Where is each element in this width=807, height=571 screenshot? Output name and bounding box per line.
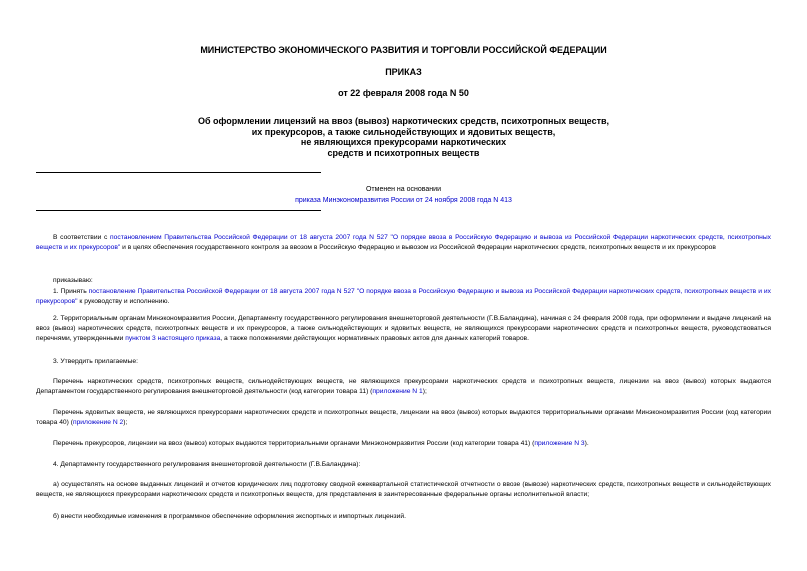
appendix-1-link[interactable]: приложение N 1: [372, 388, 423, 395]
appendix-3-link[interactable]: приложение N 3: [534, 440, 585, 447]
paragraph-item-4: 4. Департаменту государственного регулирования внешнеторговой деятельности (Г.В.Баландина):: [53, 461, 361, 468]
paragraph-text: );: [422, 388, 427, 395]
paragraph-item-2: [36, 314, 771, 344]
revocation-note-row: [36, 196, 771, 205]
paragraph-text: , а также положениями действующих нормативных правовых актов для данных категорий товаров.: [220, 335, 529, 342]
appendix-2-link[interactable]: приложение N 2: [72, 419, 124, 426]
divider-top: [36, 172, 321, 173]
paragraph-text: 1. Принять: [53, 288, 89, 295]
clause-3-link[interactable]: пунктом 3 настоящего приказа: [125, 335, 221, 342]
paragraph-basis: [36, 233, 771, 253]
revocation-link[interactable]: приказа Минэкономразвития России от 24 ноября 2008 года N 413: [295, 197, 512, 204]
paragraph-text: и в целях обеспечения государственного контроля за ввозом в Российскую Федерацию и вывозом из Российской Федерации наркотических средств, психотропных веществ и их прекурсоров: [120, 244, 716, 251]
paragraph-text: ).: [584, 440, 589, 447]
paragraph-order-word: приказываю:: [53, 277, 93, 284]
paragraph-item-1: [36, 287, 771, 307]
paragraph-text: 2. Территориальным органам Минэкономразвития России, Департаменту государственного регулирования внешнеторговой деятельности (Г.В.Баландина), начиная с 24 февраля 2008 года, при оформлении и выдаче лицензий на ввоз (вывоз) наркотических средств, психотропных веществ и их прекурсоров, а также сильнодействующих и ядовитых веществ, не являющихся прекурсорами наркотических средств и психотропных веществ, руководствоваться перечнями, утвержденными: [36, 315, 771, 342]
order-title: [0, 116, 807, 158]
order-date: от 22 февраля 2008 года N 50: [338, 88, 469, 98]
order-title-line: их прекурсоров, а также сильнодействующих и ядовитых веществ,: [251, 126, 556, 137]
paragraph-text: Перечень ядовитых веществ, не являющихся прекурсорами наркотических средств и психотропных веществ, лицензии на ввоз (вывоз) которых выдаются территориальными органами Минэкономразвития России (код категории товара 40) (: [36, 409, 771, 426]
paragraph-text: В соответствии с: [53, 234, 111, 241]
paragraph-item-4b: б) внести необходимые изменения в программное обеспечение оформления экспортных и импортных лицензий.: [53, 513, 406, 520]
order-title-line: не являющихся прекурсорами наркотических: [300, 137, 507, 147]
paragraph-text: Перечень наркотических средств, психотропных веществ, сильнодействующих веществ, не являющихся прекурсорами наркотических средств и психотропных веществ, лицензии на ввоз (вывоз) которых выдаются Департаментом государственного регулирования внешнеторговой деятельности (код категории товара 11) (: [36, 378, 771, 395]
paragraph-list-2: [36, 408, 771, 428]
paragraph-list-1: [36, 377, 771, 397]
paragraph-list-3: [36, 439, 771, 449]
order-type: ПРИКАЗ: [385, 67, 422, 77]
order-title-line: средств и психотропных веществ: [327, 147, 480, 158]
revocation-note: Отменен на основании: [365, 186, 441, 193]
order-title-line: Об оформлении лицензий на ввоз (вывоз) наркотических средств, психотропных веществ,: [197, 116, 610, 126]
divider-bottom: [36, 210, 321, 211]
ministry-name: МИНИСТЕРСТВО ЭКОНОМИЧЕСКОГО РАЗВИТИЯ И ТОРГОВЛИ РОССИЙСКОЙ ФЕДЕРАЦИИ: [200, 45, 607, 55]
paragraph-text: к руководству и исполнению.: [77, 298, 170, 305]
paragraph-item-4a: а) осуществлять на основе выданных лицензий и отчетов юридических лиц подготовку сводной ежеквартальной статистической отчетности о ввозе (вывозе) наркотических средств, психотропных веществ и сильнодействующих веществ, не являющихся прекурсорами наркотических средств и психотропных веществ, для представления в заинтересованные федеральные органы исполнительной власти;: [36, 481, 771, 498]
government-decree-link[interactable]: постановлением Правительства Российской Федерации от 18 августа 2007 года N 527 "О порядке ввоза в Российскую Федерацию и вывоза из Российской Федерации наркотических средств, психотропных веществ и их прекурсоров": [36, 234, 771, 251]
government-decree-link[interactable]: постановление Правительства Российской Федерации от 18 августа 2007 года N 527 "О порядке ввоза в Российскую Федерацию и вывоза из Российской Федерации наркотических средств, психотропных веществ и их прекурсоров": [36, 288, 771, 305]
paragraph-text: Перечень прекурсоров, лицензии на ввоз (вывоз) которых выдаются территориальными органами Минэкономразвития России (код категории товара 41) (: [53, 440, 535, 447]
paragraph-item-3: 3. Утвердить прилагаемые:: [53, 358, 138, 365]
paragraph-text: );: [123, 419, 128, 426]
